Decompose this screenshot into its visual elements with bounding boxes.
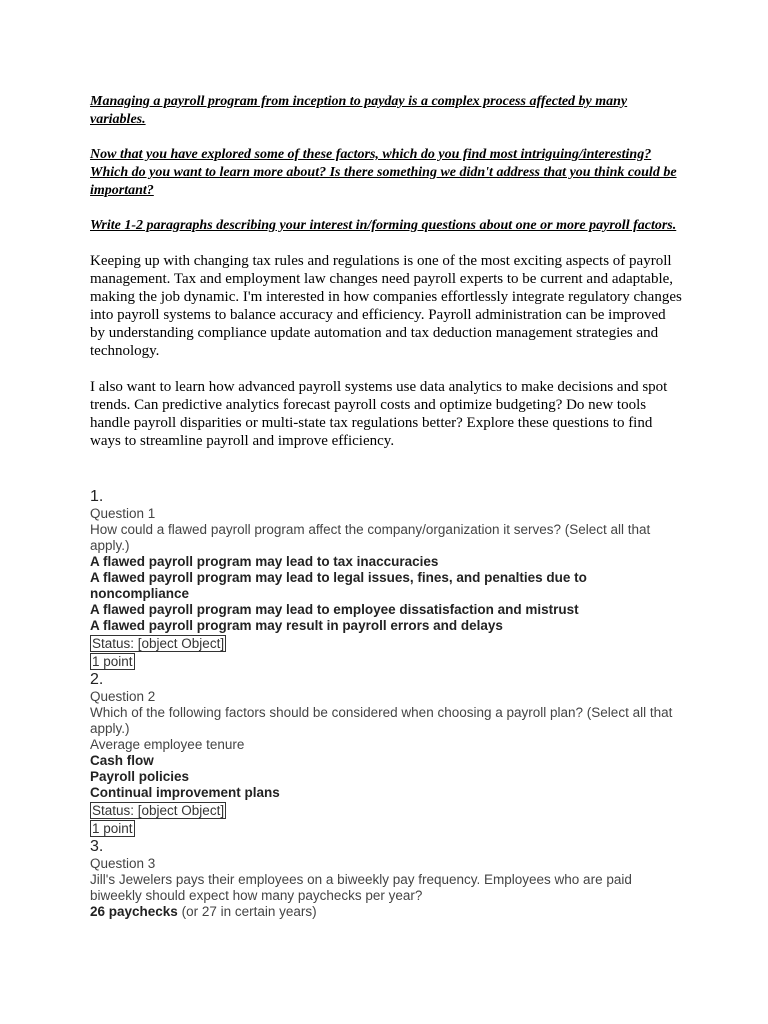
prompt-intro: Managing a payroll program from inception to payday is a complex process affected by many variables. — [90, 94, 628, 127]
question-3 — [90, 838, 682, 920]
essay-paragraph-1: Keeping up with changing tax rules and regulations is one of the most exciting aspects of payroll management. Tax and employment law changes need payroll experts to be current and adaptable, making the job dynamic. I'm interested in how companies effortlessly integrate regulatory changes into payroll systems to balance accuracy and efficiency. Payroll administration can be improved by understanding compliance update automation and tax deduction management strategies and technology. — [90, 253, 682, 359]
prompt-instructions: Write 1-2 paragraphs describing your interest in/forming questions about one or more payroll factors. — [90, 218, 677, 233]
answer-note: (or 27 in certain years) — [177, 904, 317, 919]
question-1 — [90, 488, 682, 670]
quiz-section — [90, 488, 682, 920]
question-text: Which of the following factors should be considered when choosing a payroll plan? (Select all that apply.) — [90, 705, 673, 736]
question-number: 3. — [90, 838, 104, 855]
document-page — [90, 93, 682, 921]
answer-option: A flawed payroll program may result in payroll errors and delays — [90, 618, 503, 633]
question-text: How could a flawed payroll program affect the company/organization it serves? (Select all that apply.) — [90, 522, 651, 553]
prompt-question: Now that you have explored some of these factors, which do you find most intriguing/interesting? Which do you want to learn more about? Is there something we didn't address that you think could be important? — [90, 147, 677, 198]
answer-bold: 26 paychecks — [90, 904, 178, 919]
points-badge: 1 point — [92, 821, 133, 836]
answer-option: A flawed payroll program may lead to legal issues, fines, and penalties due to noncompliance — [90, 570, 587, 601]
status-badge: Status: [object Object] — [92, 803, 225, 818]
answer-option: Continual improvement plans — [90, 785, 280, 800]
status-badge: Status: [object Object] — [92, 636, 225, 651]
points-badge: 1 point — [92, 654, 133, 669]
question-number: 1. — [90, 488, 104, 505]
question-label: Question 3 — [90, 856, 156, 871]
answer-option: A flawed payroll program may lead to employee dissatisfaction and mistrust — [90, 602, 579, 617]
question-label: Question 2 — [90, 689, 156, 704]
answer-option: A flawed payroll program may lead to tax inaccuracies — [90, 554, 439, 569]
answer-option: Average employee tenure — [90, 737, 245, 752]
question-text: Jill's Jewelers pays their employees on a biweekly pay frequency. Employees who are paid biweekly should expect how many paychecks per year? — [90, 872, 632, 903]
essay-paragraph-2: I also want to learn how advanced payroll systems use data analytics to make decisions and spot trends. Can predictive analytics forecast payroll costs and optimize budgeting? Do new tools handle payroll disparities or multi-state tax regulations better? Explore these questions to find ways to streamline payroll and improve efficiency. — [90, 379, 668, 449]
question-number: 2. — [90, 671, 104, 688]
question-label: Question 1 — [90, 506, 156, 521]
answer-line — [90, 904, 682, 920]
question-2 — [90, 671, 682, 837]
answer-option: Payroll policies — [90, 769, 190, 784]
answer-option: Cash flow — [90, 753, 154, 768]
